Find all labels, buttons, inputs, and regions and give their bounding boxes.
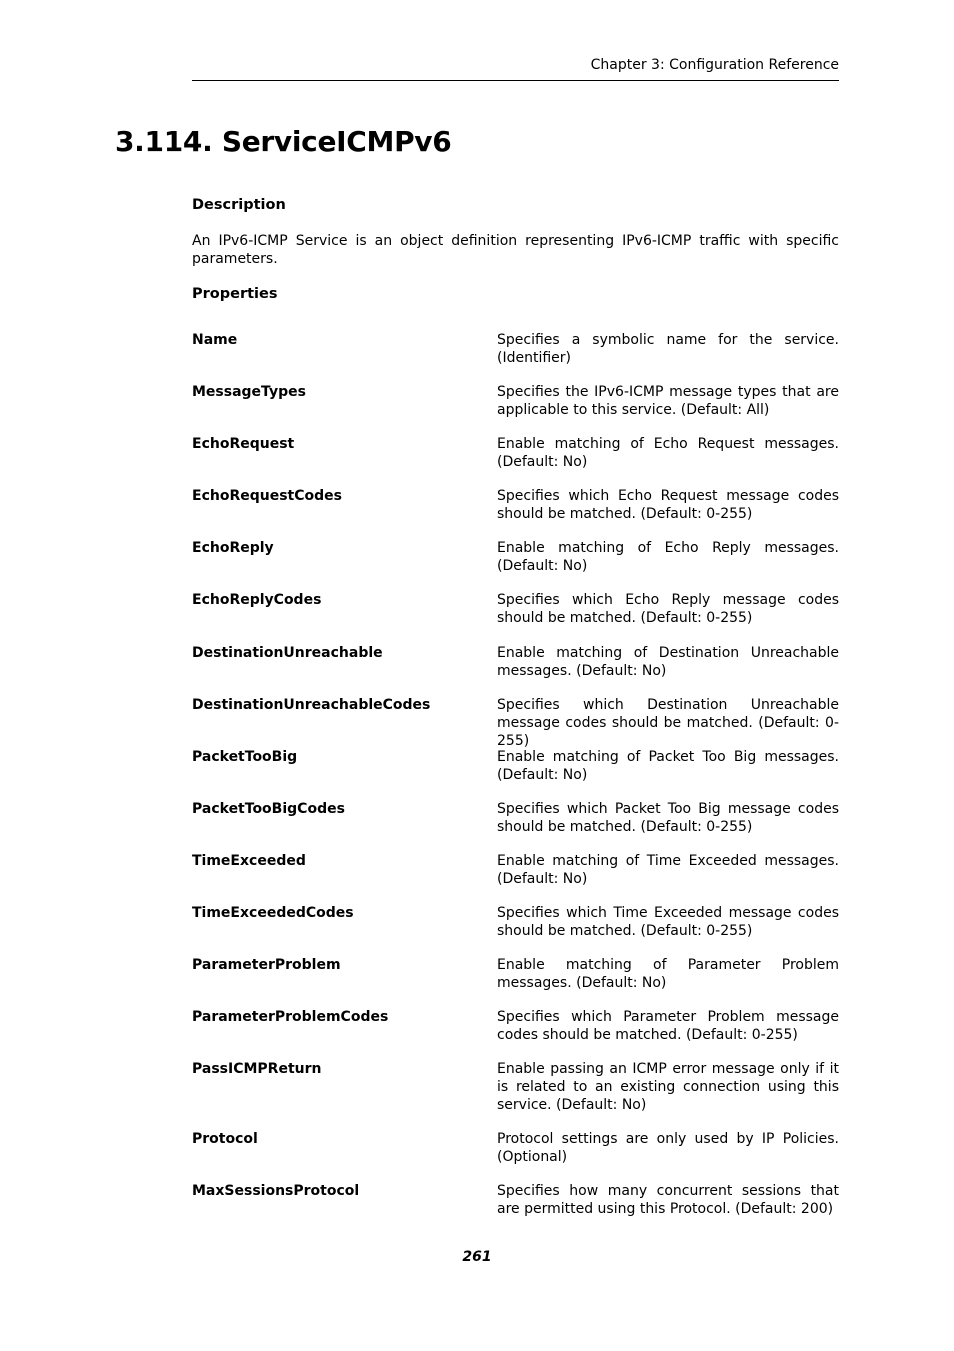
description-text: An IPv6-ICMP Service is an object definition representing IPv6-ICMP traffic with specific parameters. bbox=[192, 233, 839, 267]
property-name: ParameterProblem bbox=[192, 957, 341, 973]
property-name: DestinationUnreachable bbox=[192, 645, 383, 661]
property-description: Enable matching of Echo Request messages. (Default: No) bbox=[497, 436, 839, 470]
property-description: Specifies the IPv6-ICMP message types that are applicable to this service. (Default: All) bbox=[497, 384, 839, 418]
properties-heading: Properties bbox=[192, 286, 278, 302]
property-description: Specifies which Parameter Problem message codes should be matched. (Default: 0-255) bbox=[497, 1009, 839, 1043]
property-description: Specifies which Echo Request message codes should be matched. (Default: 0-255) bbox=[497, 488, 839, 522]
property-list bbox=[192, 0, 839, 1351]
property-name: EchoReplyCodes bbox=[192, 592, 322, 608]
property-name: EchoRequest bbox=[192, 436, 295, 452]
property-description: Specifies a symbolic name for the service. (Identifier) bbox=[497, 332, 839, 366]
property-description: Enable matching of Time Exceeded messages. (Default: No) bbox=[497, 853, 839, 887]
property-description: Specifies which Time Exceeded message codes should be matched. (Default: 0-255) bbox=[497, 905, 839, 939]
property-name: MessageTypes bbox=[192, 384, 306, 400]
property-description: Enable passing an ICMP error message only if it is related to an existing connection using this service. (Default: No) bbox=[497, 1061, 839, 1113]
property-name: Protocol bbox=[192, 1131, 258, 1147]
property-name: DestinationUnreachableCodes bbox=[192, 697, 431, 713]
property-description: Enable matching of Destination Unreachable messages. (Default: No) bbox=[497, 645, 839, 679]
property-name: EchoReply bbox=[192, 540, 274, 556]
property-description: Specifies which Echo Reply message codes should be matched. (Default: 0-255) bbox=[497, 592, 839, 626]
property-description: Specifies which Packet Too Big message codes should be matched. (Default: 0-255) bbox=[497, 801, 839, 835]
property-name: TimeExceededCodes bbox=[192, 905, 354, 921]
property-description: Specifies which Destination Unreachable message codes should be matched. (Default: 0-255) bbox=[497, 697, 839, 749]
property-name: PacketTooBig bbox=[192, 749, 298, 765]
property-name: PacketTooBigCodes bbox=[192, 801, 345, 817]
property-name: Name bbox=[192, 332, 238, 348]
property-name: MaxSessionsProtocol bbox=[192, 1183, 360, 1199]
property-name: PassICMPReturn bbox=[192, 1061, 322, 1077]
page-number: 261 bbox=[462, 1249, 492, 1265]
description-heading: Description bbox=[192, 197, 286, 213]
section-title: 3.114. ServiceICMPv6 bbox=[115, 125, 452, 158]
property-name: TimeExceeded bbox=[192, 853, 306, 869]
property-name: EchoRequestCodes bbox=[192, 488, 342, 504]
chapter-title: Chapter 3: Configuration Reference bbox=[590, 57, 839, 73]
property-name: ParameterProblemCodes bbox=[192, 1009, 389, 1025]
property-description: Enable matching of Echo Reply messages. (Default: No) bbox=[497, 540, 839, 574]
property-description: Enable matching of Parameter Problem messages. (Default: No) bbox=[497, 957, 839, 991]
property-description: Protocol settings are only used by IP Policies. (Optional) bbox=[497, 1131, 839, 1165]
property-description: Enable matching of Packet Too Big messages. (Default: No) bbox=[497, 749, 839, 783]
property-description: Specifies how many concurrent sessions that are permitted using this Protocol. (Default: 200) bbox=[497, 1183, 839, 1217]
